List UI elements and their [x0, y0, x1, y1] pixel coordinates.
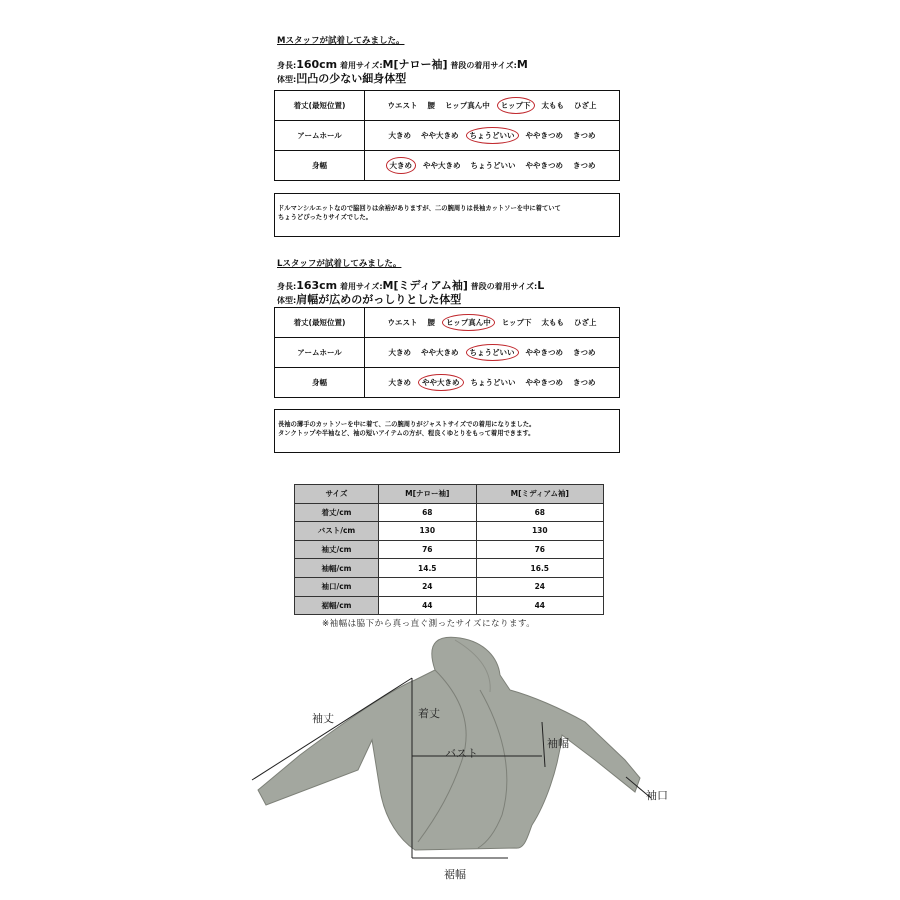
fit-row: [275, 308, 620, 338]
fit-option-selected: ヒップ下: [497, 97, 535, 114]
fit-row-options: [365, 368, 620, 398]
fit-option: ちょうどいい: [470, 378, 516, 387]
fit-option: 太もも: [541, 101, 565, 110]
m-wear-label: 着用サイズ:: [339, 61, 383, 70]
m-note-line2: ちょうどぴったりサイズでした。: [278, 213, 372, 221]
fit-option: 腰: [427, 318, 435, 327]
fit-option-selected: ヒップ真ん中: [442, 314, 495, 331]
fit-option: きつめ: [573, 161, 596, 170]
fit-row-label: 着丈(最短位置): [275, 91, 365, 121]
fit-option: やや大きめ: [423, 161, 461, 170]
fit-option: 大きめ: [388, 348, 411, 357]
size-narrow-value: 24: [379, 577, 477, 596]
m-height-label: 身長:: [277, 61, 297, 70]
fit-row: [275, 121, 620, 151]
l-note: [274, 409, 620, 453]
size-medium-value: 68: [476, 503, 603, 522]
fit-option: ややきつめ: [525, 131, 563, 140]
size-narrow-value: 130: [379, 522, 477, 541]
l-note-line1: 長袖の薄手のカットソーを中に着て、二の腕周りがジャストサイズでの着用になりました。: [278, 421, 536, 428]
l-usual-value: L: [537, 279, 545, 292]
l-note-line2: タンクトップや半袖など、袖の短いアイテムの方が、程良くゆとりをもって着用できます。: [278, 429, 535, 437]
fit-row-options: [365, 338, 620, 368]
size-medium-value: 16.5: [476, 559, 603, 578]
l-body-value: 肩幅が広めのがっしりとした体型: [296, 293, 462, 306]
size-row-label: 袖幅/cm: [295, 559, 379, 578]
size-row-label: 裾幅/cm: [295, 596, 379, 615]
fit-row-label: アームホール: [275, 121, 365, 151]
size-medium-value: 44: [476, 596, 603, 615]
size-medium-value: 24: [476, 577, 603, 596]
size-table-header-row: [295, 485, 604, 504]
fit-option: やや大きめ: [421, 131, 459, 140]
fit-row: [275, 151, 620, 181]
size-note: ※袖幅は脇下から真っ直ぐ測ったサイズになります。: [322, 619, 536, 629]
garment-diagram: [240, 630, 670, 900]
fit-option: ちょうどいい: [470, 161, 516, 170]
narrow-header: M[ナロー袖]: [379, 485, 477, 504]
fit-option: ややきつめ: [525, 348, 563, 357]
size-table: [294, 484, 604, 615]
size-table-row: [295, 559, 604, 578]
length-label: 着丈: [418, 707, 440, 720]
size-narrow-value: 14.5: [379, 559, 477, 578]
bust-label: バスト: [445, 747, 478, 760]
fit-option: きつめ: [573, 378, 596, 387]
m-height-value: 160cm: [296, 58, 338, 71]
l-body-label: 体型:: [277, 296, 297, 305]
m-note: [274, 193, 620, 237]
fit-row-label: アームホール: [275, 338, 365, 368]
fit-row: [275, 91, 620, 121]
hem-width-label: 裾幅: [444, 868, 466, 881]
m-body-value: 凹凸の少ない細身体型: [296, 72, 407, 85]
l-staff-title: Lスタッフが試着してみました。: [277, 259, 402, 269]
fit-option: ややきつめ: [525, 161, 563, 170]
m-staff-title: Mスタッフが試着してみました。: [277, 36, 405, 46]
fit-option: きつめ: [573, 348, 596, 357]
fit-option: ヒップ下: [501, 318, 532, 327]
l-wear-label: 着用サイズ:: [339, 282, 383, 291]
l-body-type: [277, 291, 461, 307]
m-body-label: 体型:: [277, 75, 297, 84]
sleeve-width-label: 袖幅: [547, 737, 569, 750]
fit-row: [275, 338, 620, 368]
fit-row-label: 着丈(最短位置): [275, 308, 365, 338]
cuff-label: 袖口: [646, 789, 668, 802]
l-usual-label: 普段の着用サイズ:: [470, 282, 538, 291]
size-row-label: バスト/cm: [295, 522, 379, 541]
fit-option: やや大きめ: [421, 348, 459, 357]
size-row-label: 着丈/cm: [295, 503, 379, 522]
fit-row-options: [365, 121, 620, 151]
fit-option: 腰: [427, 101, 435, 110]
size-medium-value: 130: [476, 522, 603, 541]
m-fit-table: [274, 90, 620, 181]
fit-option: きつめ: [573, 131, 596, 140]
fit-row-label: 身幅: [275, 151, 365, 181]
fit-option-selected: 大きめ: [386, 157, 417, 174]
l-height-label: 身長:: [277, 282, 297, 291]
fit-row-label: 身幅: [275, 368, 365, 398]
fit-option-selected: ちょうどいい: [466, 344, 519, 361]
fit-row-options: [365, 91, 620, 121]
l-height-value: 163cm: [296, 279, 338, 292]
size-table-row: [295, 540, 604, 559]
size-table-row: [295, 596, 604, 615]
m-wear-value: M[ナロー袖]: [382, 58, 448, 71]
fit-option: 大きめ: [388, 378, 411, 387]
size-table-row: [295, 522, 604, 541]
size-header: サイズ: [295, 485, 379, 504]
fit-option-selected: やや大きめ: [418, 374, 464, 391]
size-row-label: 袖口/cm: [295, 577, 379, 596]
size-medium-value: 76: [476, 540, 603, 559]
fit-option: ひざ上: [574, 318, 597, 327]
l-wear-value: M[ミディアム袖]: [382, 279, 468, 292]
l-fit-table: [274, 307, 620, 398]
fit-option: ややきつめ: [525, 378, 563, 387]
fit-option: ヒップ真ん中: [444, 101, 490, 110]
m-usual-value: M: [516, 58, 528, 71]
medium-header: M[ミディアム袖]: [476, 485, 603, 504]
size-narrow-value: 76: [379, 540, 477, 559]
fit-option: ひざ上: [574, 101, 597, 110]
size-table-row: [295, 577, 604, 596]
m-note-line1: ドルマンシルエットなので脇回りは余裕がありますが、二の腕周りは長袖カットソーを中に着ていて: [278, 205, 561, 212]
size-narrow-value: 44: [379, 596, 477, 615]
m-usual-label: 普段の着用サイズ:: [450, 61, 517, 70]
fit-row-options: [365, 151, 620, 181]
fit-option: 大きめ: [388, 131, 411, 140]
size-narrow-value: 68: [379, 503, 477, 522]
sleeve-length-label: 袖丈: [312, 712, 334, 725]
fit-option: ウエスト: [387, 101, 418, 110]
size-row-label: 袖丈/cm: [295, 540, 379, 559]
m-body-type: [277, 70, 406, 86]
fit-row-options: [365, 308, 620, 338]
size-table-row: [295, 503, 604, 522]
fit-row: [275, 368, 620, 398]
garment-body: [258, 637, 640, 850]
fit-option-selected: ちょうどいい: [466, 127, 519, 144]
fit-option: ウエスト: [387, 318, 418, 327]
fit-option: 太もも: [541, 318, 565, 327]
